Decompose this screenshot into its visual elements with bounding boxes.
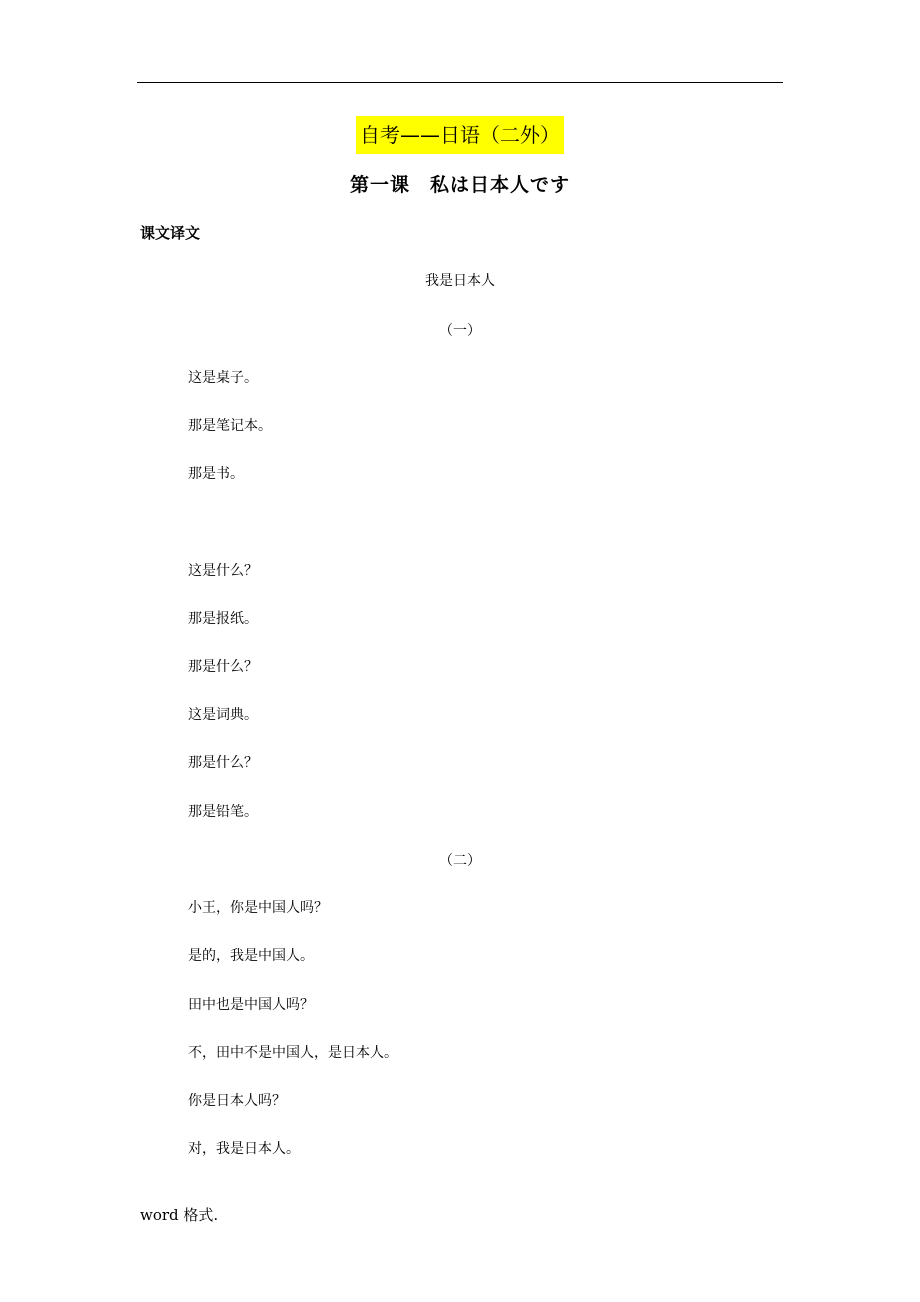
part-label-2: （二）	[439, 853, 481, 869]
title-container	[0, 116, 920, 154]
dialogue-line: 对，我是日本人。	[188, 1141, 300, 1157]
dialogue-line: 那是书。	[188, 466, 244, 482]
dialogue-line: 这是什么？	[188, 563, 258, 579]
dialogue-line: 不，田中不是中国人，是日本人。	[188, 1045, 398, 1061]
dialogue-line: 你是日本人吗？	[188, 1093, 286, 1109]
footer-text: word 格式.	[140, 1206, 219, 1224]
section-heading: 课文译文	[140, 224, 201, 242]
dialogue-line: 那是什么？	[188, 755, 258, 771]
dialogue-line: 这是词典。	[188, 707, 258, 723]
dialogue-line: 那是笔记本。	[188, 418, 272, 434]
dialogue-line: 田中也是中国人吗？	[188, 997, 314, 1013]
dialogue-line: 那是什么？	[188, 659, 258, 675]
dialogue-line: 那是铅笔。	[188, 804, 258, 820]
header-rule	[137, 82, 783, 83]
part-label-1: （一）	[439, 323, 481, 339]
dialogue-line: 那是报纸。	[188, 611, 258, 627]
text-heading: 我是日本人	[425, 273, 495, 289]
dialogue-line: 这是桌子。	[188, 370, 258, 386]
dialogue-line: 小王，你是中国人吗？	[188, 900, 328, 916]
dialogue-line: 是的，我是中国人。	[188, 948, 314, 964]
lesson-title: 第一课 私は日本人です	[349, 174, 570, 196]
document-title: 自考——日语（二外）	[356, 116, 564, 154]
